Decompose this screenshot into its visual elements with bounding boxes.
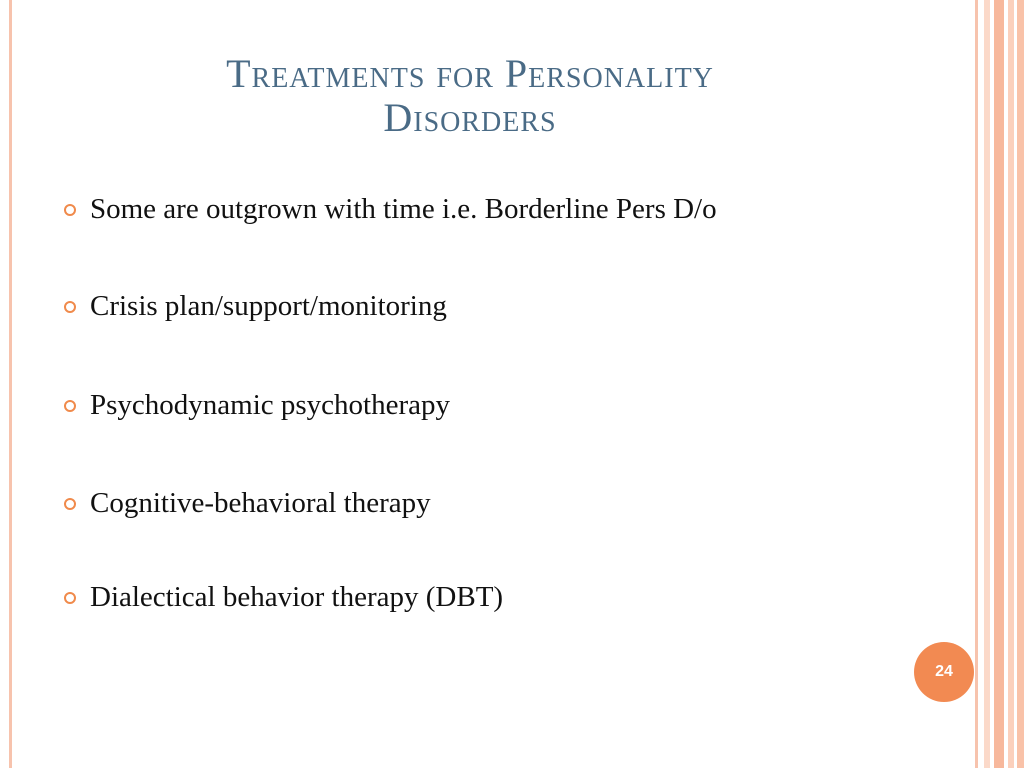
bullet-item — [64, 483, 431, 523]
bullet-text: Crisis plan/support/monitoring — [90, 290, 447, 322]
ring-bullet-icon — [64, 204, 76, 216]
bullet-item — [64, 286, 447, 326]
right-decorative-stripes — [984, 0, 1024, 768]
bullet-text: Psychodynamic psychotherapy — [90, 389, 451, 421]
page-number-badge — [914, 642, 974, 702]
stripe — [994, 0, 1004, 768]
bullet-item — [64, 385, 450, 425]
bullet-text: Dialectical behavior therapy (DBT) — [90, 581, 504, 613]
bullet-text: Some are outgrown with time i.e. Borderline Pers D/o — [90, 193, 717, 225]
ring-bullet-icon — [64, 301, 76, 313]
ring-bullet-icon — [64, 498, 76, 510]
bullet-item — [64, 577, 503, 617]
stripe — [1017, 0, 1024, 768]
bullet-item — [64, 189, 717, 229]
slide-title-line-2: Disorders — [383, 95, 557, 140]
bullet-text: Cognitive-behavioral therapy — [90, 487, 431, 519]
ring-bullet-icon — [64, 592, 76, 604]
page-number: 24 — [935, 663, 953, 680]
right-frame-line — [975, 0, 978, 768]
slide-title-line-1: Treatments for Personality — [226, 51, 714, 96]
ring-bullet-icon — [64, 400, 76, 412]
slide-title — [60, 52, 880, 140]
left-frame-line — [9, 0, 12, 768]
